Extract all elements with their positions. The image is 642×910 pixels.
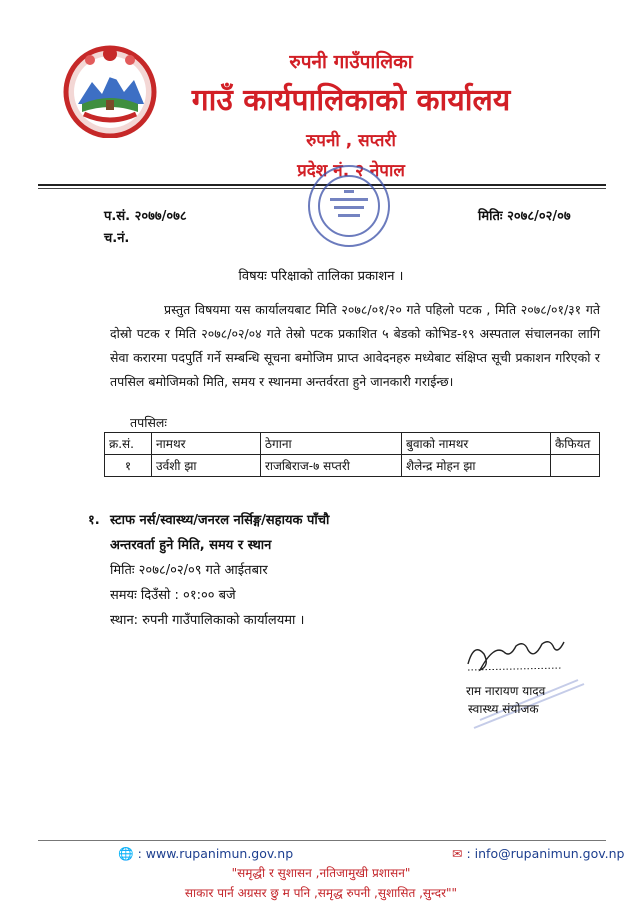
schedule-heading: अन्तरवर्ता हुने मिति, समय र स्थान: [110, 538, 272, 553]
website-text: : www.rupanimun.gov.np: [137, 846, 294, 861]
table-cell: १: [105, 455, 152, 477]
footer-website[interactable]: [118, 846, 293, 862]
province-line: प्रदेश नं. २ नेपाल: [297, 161, 405, 181]
table-cell: शैलेन्द्र मोहन झा: [402, 455, 551, 477]
table-cell: उर्वशी झा: [152, 455, 261, 477]
column-header: ठेगाना: [261, 433, 402, 455]
signatory-title: स्वास्थ्य संयोजक: [468, 702, 539, 716]
details-label: तपसिलः: [130, 415, 167, 430]
signatory-name: राम नारायण यादव: [466, 684, 546, 698]
schedule-place: स्थान: रुपनी गाउँपालिकाको कार्यालयमा ।: [110, 613, 305, 628]
table-cell: राजबिराज-७ सप्तरी: [261, 455, 402, 477]
candidate-table: [104, 432, 600, 477]
schedule-number: १.: [88, 513, 100, 528]
dispatch-number: च.नं.: [104, 231, 130, 246]
footer-divider: [38, 840, 606, 841]
email-text: : info@rupanimun.gov.np: [466, 846, 625, 861]
office-stamp: [300, 160, 398, 252]
reference-number: प.सं. २०७७/०७८: [104, 209, 187, 224]
letter-body: [110, 298, 600, 394]
schedule-time: समयः दिउँसो : ०१:०० बजे: [110, 588, 236, 603]
table-row: [105, 455, 600, 477]
office-address: रुपनी , सप्तरी: [306, 131, 396, 151]
letter-date: मितिः २०७८/०२/०७: [478, 209, 571, 224]
footer-motto: "समृद्धी र सुशासन ,नतिजामुखी प्रशासन": [231, 866, 411, 880]
municipality-name: रुपनी गाउँपालिका: [289, 51, 413, 73]
office-title: गाउँ कार्यपालिकाको कार्यालय: [191, 83, 511, 118]
table-cell: [551, 455, 600, 477]
letter-subject: विषयः परिक्षाको तालिका प्रकाशन ।: [238, 269, 404, 284]
schedule-post: स्टाफ नर्स/स्वास्थ्य/जनरल नर्सिङ्ग/सहायक पाँचौ: [110, 513, 330, 528]
handwritten-signature: [454, 624, 594, 734]
column-header: क्र.सं.: [105, 433, 152, 455]
letter-body-text: प्रस्तुत विषयमा यस कार्यालयबाट मिति २०७८/०१/२० गते पहिलो पटक , मिति २०७८/०१/३१ गते दोस्रो पटक र मिति २०७८/०२/०४ गते तेस्रो पटक प्रकाशित ५ बेडको कोभिड-१९ अस्पताल संचालनका लागि सेवा करारमा पदपुर्ति गर्ने सम्बन्धि सूचना बमोजिम प्राप्त आवेदनहरु मध्येबाट संक्षिप्त सूची प्रकाशन गरिएको र तपसिल बमोजिमको मिति, समय र स्थानमा अन्तर्वरता हुने जानकारी गराईन्छ।: [110, 302, 600, 389]
column-header: बुवाको नामथर: [402, 433, 551, 455]
footer-slogan: साकार पार्न अग्रसर छु म पनि ,समृद्ध रुपनी ,सुशासित ,सुन्दर"": [184, 886, 458, 900]
interview-schedule: [88, 508, 548, 628]
footer-email[interactable]: [452, 846, 624, 861]
column-header: नामथर: [152, 433, 261, 455]
column-header: कैफियत: [551, 433, 600, 455]
envelope-icon: ✉: [452, 846, 463, 861]
table-header-row: [105, 433, 600, 455]
globe-icon: 🌐: [118, 846, 134, 861]
schedule-date: मितिः २०७८/०२/०९ गते आईतबार: [110, 563, 268, 578]
